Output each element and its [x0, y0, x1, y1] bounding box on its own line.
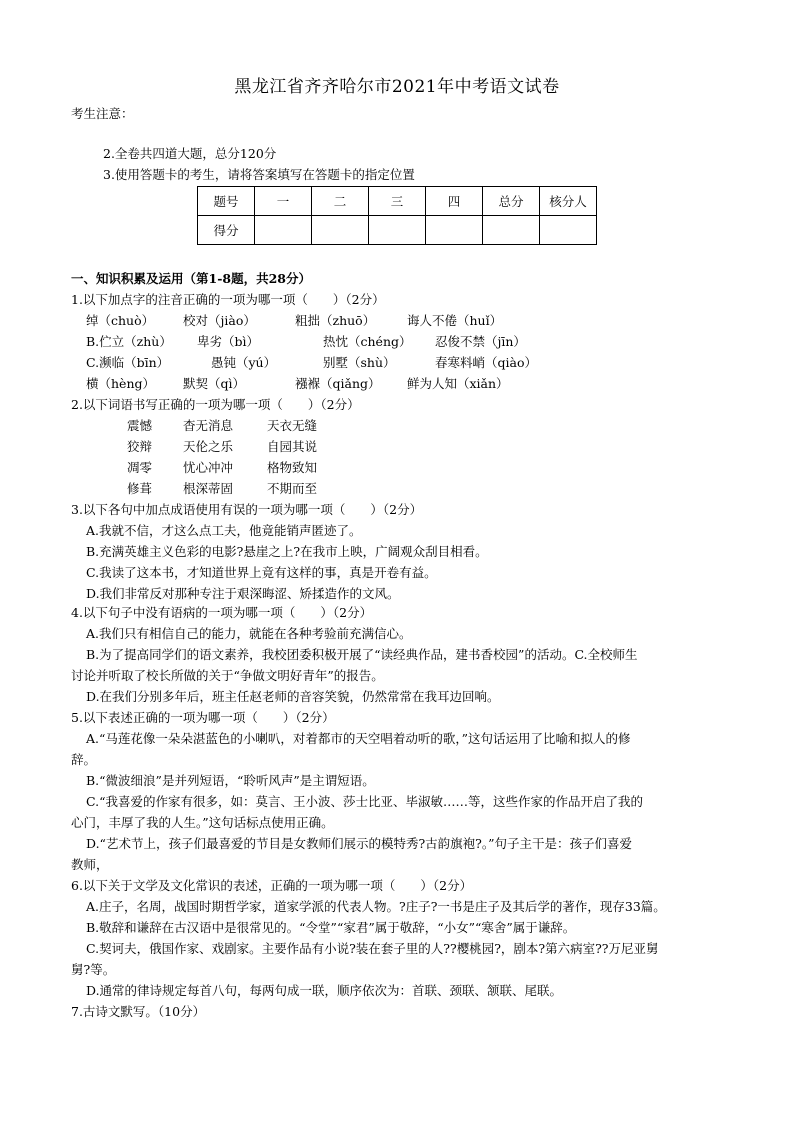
- option-text: 凋零: [127, 460, 153, 475]
- option-text: B.为了提高同学们的语文素养，我校团委积极开展了“读经典作品，建书香校园”的活动。C.全校师生: [86, 647, 638, 662]
- option-text: A.“马莲花像一朵朵湛蓝色的小喇叭，对着都市的天空唱着动听的歌，”这句话运用了比喻和拟人的修: [86, 731, 631, 746]
- option-text: B.“微波细浪”是并列短语，“聆听风声”是主谓短语。: [86, 773, 375, 788]
- section-heading: 一、知识积累及运用（第1-8题，共28分）: [71, 271, 311, 286]
- option-text: 默契（qì）: [183, 376, 245, 391]
- option-text: D.在我们分别多年后，班主任赵老师的音容笑貌，仍然常常在我耳边回响。: [86, 689, 500, 704]
- option-text: 格物致知: [267, 460, 318, 475]
- option-text: 狡辩: [127, 439, 153, 454]
- option-text: 辞。: [71, 752, 97, 767]
- option-text: C.我读了这本书，才知道世界上竟有这样的事，真是开卷有益。: [86, 565, 437, 580]
- option-text: B.充满英雄主义色彩的电影?悬崖之上?在我市上映，广阔观众刮目相看。: [86, 544, 488, 559]
- score-input-cell[interactable]: [312, 216, 369, 245]
- option-text: 鲜为人知（xiǎn）: [407, 376, 509, 391]
- option-text: C.“我喜爱的作家有很多，如：莫言、王小波、莎士比亚、毕淑敏……等，这些作家的作品开启了我的: [86, 794, 643, 809]
- option-text: 天衣无缝: [267, 418, 318, 433]
- score-table: [197, 186, 597, 245]
- table-cell: 四: [426, 187, 483, 216]
- option-text: 粗拙（zhuō）: [295, 313, 376, 328]
- option-text: 讨论并听取了校长所做的关于“争做文明好青年”的报告。: [71, 668, 384, 683]
- option-text: C.濒临（bīn）: [86, 355, 170, 370]
- option-text: D.我们非常反对那种专注于艰深晦涩、矫揉造作的文风。: [86, 586, 400, 601]
- question-stem: 2.以下词语书写正确的一项为哪一项（ ）（2分）: [71, 397, 360, 412]
- option-text: 不期而至: [267, 481, 318, 496]
- option-text: 舅?等。: [71, 962, 116, 977]
- option-text: 震憾: [127, 418, 153, 433]
- table-cell: 总分: [483, 187, 540, 216]
- option-text: 愚钝（yú）: [211, 355, 277, 370]
- question-stem: 6.以下关于文学及文化常识的表述，正确的一项为哪一项（ ）（2分）: [71, 878, 473, 893]
- option-text: B.伫立（zhù）: [86, 334, 172, 349]
- option-text: C.契诃夫，俄国作家、戏剧家。主要作品有小说?装在套子里的人??樱桃园?，剧本?第六病室??万尼亚舅: [86, 941, 659, 956]
- score-input-cell[interactable]: [426, 216, 483, 245]
- option-text: 卑劣（bì）: [197, 334, 259, 349]
- option-text: 心门，丰厚了我的人生。”这句话标点使用正确。: [71, 815, 334, 830]
- question-stem: 1.以下加点字的注音正确的一项为哪一项（ ）（2分）: [71, 292, 385, 307]
- notice-item: 2.全卷共四道大题，总分120分: [103, 146, 277, 161]
- table-cell: 核分人: [540, 187, 597, 216]
- option-text: 天伦之乐: [183, 439, 234, 454]
- option-text: 修葺: [127, 481, 153, 496]
- table-row: [198, 216, 597, 245]
- page-title: 黑龙江省齐齐哈尔市2021年中考语文试卷: [234, 77, 560, 97]
- option-text: 襁褓（qiǎng）: [295, 376, 381, 391]
- option-text: 杳无消息: [183, 418, 234, 433]
- score-input-cell[interactable]: [369, 216, 426, 245]
- option-text: A.庄子，名周，战国时期哲学家，道家学派的代表人物。?庄子?一书是庄子及其后学的著作，现存33篇。: [86, 899, 666, 914]
- option-text: 教师，: [71, 857, 109, 872]
- table-cell: 得分: [198, 216, 255, 245]
- option-text: 根深蒂固: [183, 481, 234, 496]
- option-text: 忧心冲冲: [183, 460, 234, 475]
- table-cell: 三: [369, 187, 426, 216]
- score-input-cell[interactable]: [255, 216, 312, 245]
- question-stem: 7.古诗文默写。（10分）: [71, 1004, 206, 1019]
- option-text: A.我就不信，才这么点工夫，他竟能销声匿迹了。: [86, 523, 362, 538]
- table-cell: 二: [312, 187, 369, 216]
- option-text: 诲人不倦（huǐ）: [407, 313, 503, 328]
- option-text: 忍俊不禁（jīn）: [435, 334, 526, 349]
- score-input-cell[interactable]: [540, 216, 597, 245]
- option-text: 热忱（chéng）: [323, 334, 412, 349]
- question-stem: 4.以下句子中没有语病的一项为哪一项（ ）（2分）: [71, 605, 373, 620]
- option-text: 校对（jiào）: [183, 313, 256, 328]
- score-input-cell[interactable]: [483, 216, 540, 245]
- option-text: B.敬辞和谦辞在古汉语中是很常见的。“令堂”“家君”属于敬辞，“小女”“寒舍”属于谦辞。: [86, 920, 576, 935]
- option-text: 别墅（shù）: [323, 355, 396, 370]
- option-text: 春寒料峭（qiào）: [435, 355, 537, 370]
- option-text: 绰（chuò）: [86, 313, 155, 328]
- table-row: [198, 187, 597, 216]
- notice-item: 3.使用答题卡的考生，请将答案填写在答题卡的指定位置: [103, 167, 415, 182]
- option-text: A.我们只有相信自己的能力，就能在各种考验前充满信心。: [86, 626, 412, 641]
- option-text: 横（hèng）: [86, 376, 156, 391]
- question-stem: 5.以下表述正确的一项为哪一项（ ）（2分）: [71, 710, 335, 725]
- table-cell: 题号: [198, 187, 255, 216]
- notice-label: 考生注意：: [71, 106, 134, 121]
- option-text: 自园其说: [267, 439, 318, 454]
- table-cell: 一: [255, 187, 312, 216]
- option-text: D.“艺术节上，孩子们最喜爱的节目是女教师们展示的模特秀?古韵旗袍?。”句子主干是：孩子们喜爱: [86, 836, 632, 851]
- question-stem: 3.以下各句中加点成语使用有误的一项为哪一项（ ）（2分）: [71, 502, 423, 517]
- option-text: D.通常的律诗规定每首八句，每两句成一联，顺序依次为：首联、颈联、颔联、尾联。: [86, 983, 563, 998]
